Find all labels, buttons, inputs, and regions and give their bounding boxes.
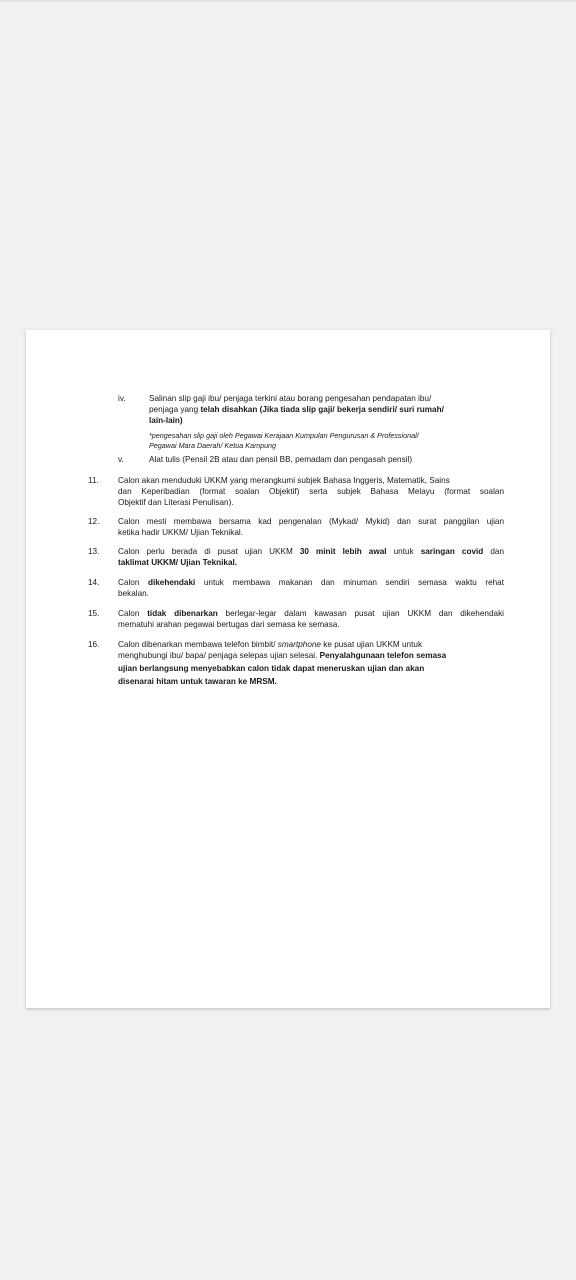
item-line: disenarai hitam untuk tawaran ke MRSM.: [118, 677, 277, 686]
item-line: Calon perlu berada di pusat ujian UKKM 30 minit lebih awal untuk saringan covid dan: [118, 547, 504, 556]
item-line: bekalan.: [118, 589, 149, 598]
document-page: [26, 330, 550, 1008]
item-number: 12.: [88, 517, 100, 526]
item-line: Calon akan menduduki UKKM yang merangkumi subjek Bahasa Inggeris, Matematik, Sains: [118, 476, 450, 485]
item-line: penjaga yang telah disahkan (Jika tiada slip gaji/ bekerja sendiri/ suri rumah/: [149, 405, 444, 414]
item-line: Salinan slip gaji ibu/ penjaga terkini atau borang pengesahan pendapatan ibu/: [149, 394, 432, 403]
item-line: ketika hadir UKKM/ Ujian Teknikal.: [118, 528, 243, 537]
item-line: Calon tidak dibenarkan berlegar-legar dalam kawasan pusat ujian UKKM dan dikehendaki: [118, 609, 504, 618]
item-line: taklimat UKKM/ Ujian Teknikal.: [118, 558, 238, 567]
item-number: 14.: [88, 578, 100, 587]
screen-top-edge: [0, 0, 576, 2]
item-number: 15.: [88, 609, 100, 618]
item-line: menghubungi ibu/ bapa/ penjaga selepas ujian selesai. Penyalahgunaan telefon semasa: [118, 651, 447, 660]
footnote: *pengesahan slip gaji oleh Pegawai Kerajaan Kumpulan Pengurusan & Professional/ Pegawai Mara Daerah/ Ketua Kampung: [149, 431, 419, 450]
item-number: 11.: [88, 476, 99, 485]
item-line: Calon dikehendaki untuk membawa makanan dan minuman sendiri semasa waktu rehat: [118, 578, 505, 587]
item-line: mematuhi arahan pegawai bertugas dari semasa ke semasa.: [118, 620, 340, 629]
item-line: Alat tulis (Pensil 2B atau dan pensil BB, pemadam dan pengasah pensil): [149, 455, 413, 464]
item-number: 13.: [88, 547, 100, 556]
item-line: lain-lain): [149, 416, 183, 425]
item-line: Objektif dan Literasi Penulisan).: [118, 498, 234, 507]
item-number: 16.: [88, 640, 100, 649]
item-line: Calon mesti membawa bersama kad pengenalan (Mykad/ Mykid) dan surat panggilan ujian: [118, 517, 504, 526]
item-number: v.: [118, 455, 124, 464]
item-line: ujian berlangsung menyebabkan calon tidak dapat meneruskan ujian dan akan: [118, 664, 425, 673]
item-number: iv.: [118, 394, 126, 403]
item-line: Calon dibenarkan membawa telefon bimbit/ smartphone ke pusat ujian UKKM untuk: [118, 640, 423, 649]
item-line: dan Keperibadian (format soalan Objektif) serta subjek Bahasa Melayu (format soalan: [118, 487, 504, 496]
